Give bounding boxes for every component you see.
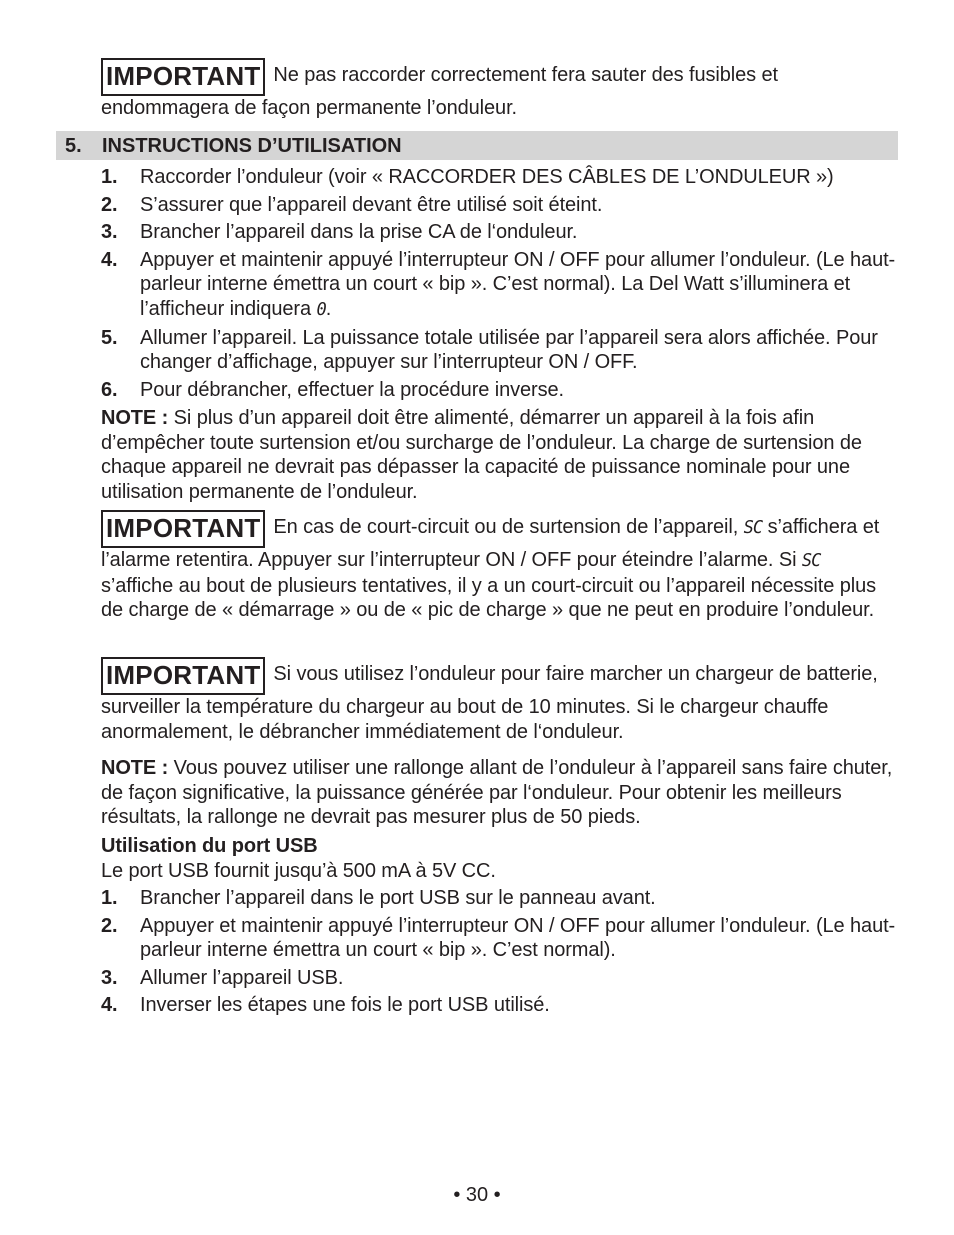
usb-steps-list: [101, 886, 901, 1018]
note-extension-cord: [101, 756, 901, 830]
list-item: [101, 220, 901, 245]
list-item: [101, 326, 901, 375]
usb-intro: Le port USB fournit jusqu’à 500 mA à 5V CC.: [101, 860, 496, 882]
lcd-display-sc: SC: [801, 550, 821, 572]
step-number: 5.: [101, 326, 118, 349]
section-title-text: INSTRUCTIONS D’UTILISATION: [102, 135, 402, 157]
step-text: Allumer l’appareil USB.: [140, 966, 344, 989]
section-number: 5.: [65, 135, 82, 157]
lcd-display-zero: 0: [316, 299, 326, 321]
step-number: 3.: [101, 966, 118, 989]
important-badge: IMPORTANT: [101, 657, 265, 695]
note-text: Si plus d’un appareil doit être alimenté, démarrer un appareil à la fois afin d’empêcher toute surtension et/ou surcharge de l’onduleur. La charge de surtension de chaque appareil ne devrait pas dépasser la capacité de puissance nominale pour une utilisation permanente de l’onduleur.: [101, 407, 862, 503]
important-text: s’affiche au bout de plusieurs tentatives, il y a un court-circuit ou l’appareil nécessite plus de charge de « démarrage » ou de « pic de charge » que ne peut en produire l’onduleur.: [101, 574, 877, 622]
list-item: [101, 378, 901, 403]
important-badge: IMPORTANT: [101, 58, 265, 96]
step-text-tail: .: [325, 297, 332, 320]
important-warning-fuses: [101, 58, 901, 121]
step-text: S’assurer que l’appareil devant être utilisé soit éteint.: [140, 193, 603, 216]
step-text: Raccorder l’onduleur (voir « RACCORDER DES CÂBLES DE L’ONDULEUR »): [140, 166, 834, 188]
list-item: [101, 966, 901, 991]
step-number: 1.: [101, 166, 118, 188]
note-label: NOTE :: [101, 407, 169, 429]
note-text: Vous pouvez utiliser une rallonge allant de l’onduleur à l’appareil sans faire chuter, de façon significative, la puissance générée par l‘onduleur. Pour obtenir les meilleurs résultats, la rallonge ne devrait pas mesurer plus de 50 pieds.: [101, 757, 893, 829]
important-short-circuit: [101, 510, 901, 623]
step-text: Inverser les étapes une fois le port USB utilisé.: [140, 994, 550, 1017]
note-label: NOTE :: [101, 757, 169, 779]
list-item: [101, 248, 901, 323]
list-item: [101, 193, 901, 218]
important-text: Si vous utilisez l’onduleur pour faire marcher un chargeur de batterie, surveiller la température du chargeur au bout de 10 minutes. Si le chargeur chauffe anormalement, le débrancher immédiatement de l‘onduleur.: [101, 663, 878, 743]
step-number: 2.: [101, 193, 118, 216]
page-number: • 30 •: [453, 1184, 501, 1206]
list-item: [101, 165, 901, 190]
list-item: [101, 993, 901, 1018]
important-text: s’affichera et l’alarme retentira. Appuyer sur l’interrupteur ON / OFF pour éteindre l’alarme. Si: [101, 516, 880, 571]
important-badge: IMPORTANT: [101, 510, 265, 548]
list-item: [101, 886, 901, 911]
important-text: En cas de court-circuit ou de surtension de l’appareil,: [273, 516, 739, 538]
lcd-display-sc: SC: [743, 517, 763, 539]
important-battery-charger: [101, 657, 901, 744]
step-text: Appuyer et maintenir appuyé l’interrupteur ON / OFF pour allumer l’onduleur. (Le haut-parleur interne émettra un court « bip ». C’est normal).: [140, 914, 896, 962]
section-title: [65, 134, 402, 158]
step-text: Pour débrancher, effectuer la procédure inverse.: [140, 378, 564, 401]
list-item: [101, 914, 901, 963]
note-multiple-appliances: [101, 406, 901, 504]
instructions-list: [101, 165, 901, 402]
step-text: Appuyer et maintenir appuyé l’interrupteur ON / OFF pour allumer l’onduleur. (Le haut-parleur interne émettra un court « bip ». C’est normal). La Del Watt s’illuminera et l’afficheur indiquera: [140, 248, 896, 320]
step-text: Allumer l’appareil. La puissance totale utilisée par l’appareil sera alors affichée. Pour changer d’affichage, appuyer sur l’interrupteur ON / OFF.: [140, 326, 878, 374]
step-number: 6.: [101, 378, 118, 401]
step-number: 2.: [101, 914, 118, 937]
step-number: 1.: [101, 887, 118, 909]
step-number: 4.: [101, 994, 118, 1017]
step-number: 4.: [101, 248, 118, 271]
usb-heading: Utilisation du port USB: [101, 835, 318, 857]
step-text: Brancher l’appareil dans le port USB sur le panneau avant.: [140, 887, 656, 909]
step-text: Brancher l’appareil dans la prise CA de l‘onduleur.: [140, 221, 578, 244]
important-text: Ne pas raccorder correctement fera sauter des fusibles et endommagera de façon permanente l’onduleur.: [101, 64, 778, 119]
step-number: 3.: [101, 221, 118, 244]
